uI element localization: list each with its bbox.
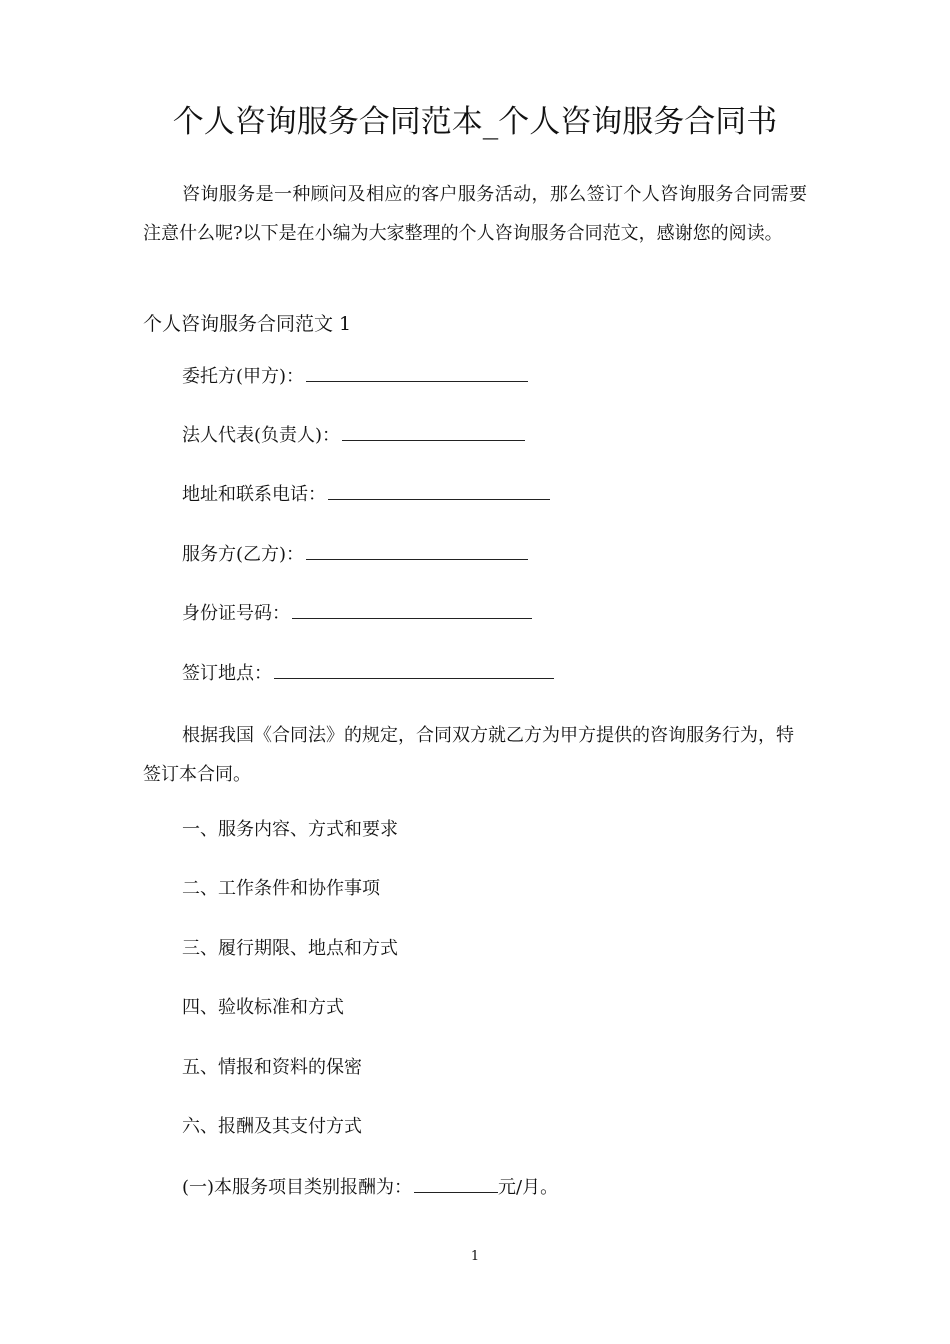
fee-line [182,1173,558,1203]
field-label: 服务方(乙方)： [182,544,305,565]
fee-prefix: (一)本服务项目类别报酬为： [182,1177,413,1198]
document-title: 个人咨询服务合同范本_个人咨询服务合同书 [172,104,778,140]
clause-item: 六、报酬及其支付方式 [182,1116,362,1137]
clause-item: 四、验收标准和方式 [182,997,344,1018]
field-label: 签订地点： [182,663,272,684]
intro-paragraph: 咨询服务是一种顾问及相应的客户服务活动，那么签订个人咨询服务合同需要注意什么呢?以下是在小编为大家整理的个人咨询服务合同范文，感谢您的阅读。 [143,184,807,244]
field-label: 身份证号码： [182,603,290,624]
field-signing-place [182,659,554,689]
clause-item: 一、服务内容、方式和要求 [182,819,398,840]
blank-line [306,363,528,382]
clause-item: 三、履行期限、地点和方式 [182,938,398,959]
page-number: 1 [470,1249,480,1264]
section-heading: 个人咨询服务合同范文 1 [143,313,352,335]
clause-item: 二、工作条件和协作事项 [182,878,380,899]
blank-line [292,600,532,619]
field-service-party [182,540,528,570]
fee-suffix: 元/月。 [498,1177,559,1198]
field-entrusting-party [182,362,528,392]
field-label: 法人代表(负责人)： [182,425,341,446]
blank-line [328,481,550,500]
clause-item: 五、情报和资料的保密 [182,1057,362,1078]
blank-line [274,660,554,679]
field-label: 地址和联系电话： [182,484,326,505]
field-legal-representative [182,421,525,451]
field-label: 委托方(甲方)： [182,366,305,387]
blank-line [306,541,528,560]
field-id-number [182,599,532,629]
blank-line [342,422,525,441]
contract-preamble: 根据我国《合同法》的规定，合同双方就乙方为甲方提供的咨询服务行为，特签订本合同。 [143,725,794,785]
blank-line [414,1174,498,1193]
field-address-phone [182,480,550,510]
